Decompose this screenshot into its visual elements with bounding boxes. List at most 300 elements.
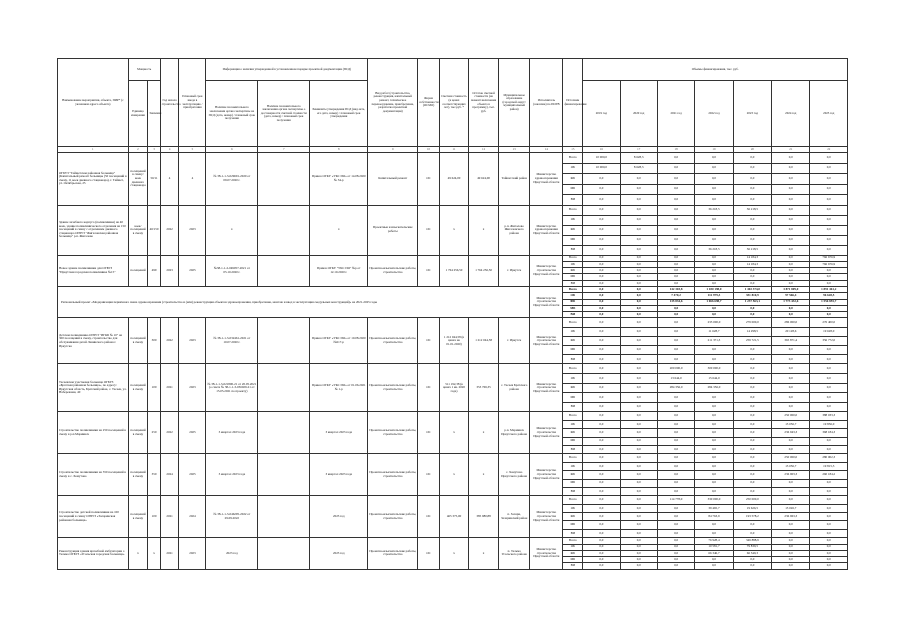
funding-value: 0,0: [657, 538, 694, 544]
project-work-type: Проектно-изыскательские работы, строительство: [368, 318, 418, 364]
funding-value: 0,0: [583, 215, 620, 225]
funding-value: 0,0: [657, 312, 694, 318]
funding-value: 0,0: [733, 563, 771, 569]
funding-value: 349 888,9: [733, 538, 771, 544]
column-number: 18: [657, 147, 694, 153]
project-ownership: ОС: [418, 412, 440, 454]
funding-value: 0,0: [620, 462, 657, 470]
project-end-year: 2023: [179, 364, 206, 412]
funding-value: 0,0: [620, 312, 657, 318]
funding-value: 0,0: [772, 445, 810, 453]
funding-source-label: МБ: [563, 557, 583, 563]
funding-value: 0,0: [772, 274, 810, 280]
table-row: [58, 454, 848, 462]
funding-value: 0,0: [772, 544, 810, 550]
funding-value: 0,0: [657, 557, 694, 563]
project-estimated-cost: 465 375,00: [439, 496, 468, 538]
funding-value: 1 773 432,6: [772, 299, 810, 305]
funding-value: 0,0: [620, 293, 657, 299]
funding-source-label: ОБ: [563, 374, 583, 384]
project-executor: Министерство строительства Иркутской области: [530, 538, 563, 569]
funding-value: 0,0: [733, 312, 771, 318]
funding-value: 0,0: [810, 215, 848, 225]
funding-value: 0,0: [583, 299, 620, 305]
funding-value: 36 218,5: [695, 205, 733, 215]
col-name-header: Наименование мероприятия, объекта, ПИР* (с указанием адреса объекта): [58, 59, 129, 147]
column-number: 2: [128, 147, 148, 153]
table-row: [58, 496, 848, 504]
funding-value: 10 000,0: [583, 163, 620, 174]
funding-value: 0,0: [695, 412, 733, 420]
funding-value: 284 356,0: [695, 383, 733, 393]
funding-value: 0,0: [733, 215, 771, 225]
project-start-year: 2021: [160, 538, 179, 569]
funding-source-label: Всего: [563, 153, 583, 164]
funding-value: 0,0: [810, 174, 848, 185]
funding-value: 0,0: [583, 174, 620, 185]
funding-value: 0,0: [620, 346, 657, 355]
funding-source-label: МБ: [563, 393, 583, 403]
funding-value: 0,0: [695, 215, 733, 225]
funding-value: 260 184,2: [810, 471, 848, 479]
funding-value: 0,0: [657, 195, 694, 206]
project-name: Строительство поликлиники на 250 посещений в смену в р.п.Мариинск: [58, 412, 129, 454]
funding-source-label: ФБ: [563, 174, 583, 185]
funding-value: 286 000,0: [772, 318, 810, 327]
project-expertise: х: [206, 205, 258, 255]
funding-value: 0,0: [657, 504, 694, 512]
funding-value: 0,0: [733, 462, 771, 470]
project-municipality: п. Залари, Заларинский район: [499, 496, 530, 538]
project-start-year: 2021: [160, 364, 179, 412]
funding-value: 0,0: [583, 293, 620, 299]
funding-value: 0,0: [810, 393, 848, 403]
funding-value: 0,0: [657, 174, 694, 185]
funding-source-label: ФБ: [563, 268, 583, 274]
project-unit: коек/посещений в смену: [128, 205, 148, 255]
funding-value: 0,0: [772, 393, 810, 403]
funding-source-label: ФБ: [563, 383, 583, 393]
project-name: Реконструкция здания врачебной амбулатории с. Тельма ОГБУЗ «Усольская городская больница»: [58, 538, 129, 569]
project-start-year: 2021: [160, 496, 179, 538]
project-unit: посещений: [128, 255, 148, 286]
project-remaining-cost: 1 764 256,50: [469, 255, 499, 286]
funding-value: 14 298,5: [733, 327, 771, 336]
column-number: 15: [563, 147, 583, 153]
funding-value: 0,0: [772, 261, 810, 267]
funding-value: 19 626,5: [733, 504, 771, 512]
funding-value: 0,0: [583, 412, 620, 420]
funding-value: 66 346,7: [695, 550, 733, 556]
funding-source-label: ФБ: [563, 471, 583, 479]
col-expert2-header: Наличие положительного заключения органа экспертизы о достоверности сметной стоимости (дата, номер) / плановый срок получения: [258, 81, 310, 147]
project-estimate-expertise: [258, 454, 310, 496]
funding-source-label: Всего: [563, 318, 583, 327]
funding-value: 0,0: [695, 235, 733, 245]
funding-value: 0,0: [810, 437, 848, 445]
funding-value: 1 402 374,0: [733, 286, 771, 292]
funding-value: 0,0: [583, 393, 620, 403]
funding-value: 0,0: [733, 235, 771, 245]
funding-value: 0,0: [733, 445, 771, 453]
financing-header: Объемы финансирования, тыс. руб.: [583, 59, 848, 81]
funding-value: 0,0: [620, 393, 657, 403]
funding-value: 0,0: [620, 215, 657, 225]
funding-value: 0,0: [583, 286, 620, 292]
funding-value: 0,0: [810, 383, 848, 393]
project-expertise: 3 квартал 2023 года: [206, 454, 258, 496]
funding-value: 0,0: [810, 346, 848, 355]
funding-value: 0,0: [657, 445, 694, 453]
project-remaining-cost: х: [469, 205, 499, 255]
funding-value: 0,0: [583, 374, 620, 384]
funding-value: 1 066 698,7: [695, 299, 733, 305]
project-executor: Министерство строительства Иркутской области: [530, 364, 563, 412]
funding-value: 0,0: [772, 383, 810, 393]
funding-value: 300 000,0: [695, 364, 733, 374]
funding-value: 0,0: [583, 280, 620, 286]
funding-source-label: ОБ: [563, 293, 583, 299]
funding-value: 0,0: [583, 550, 620, 556]
column-number: 10: [418, 147, 440, 153]
funding-source-label: ВИ: [563, 355, 583, 364]
funding-value: 0,0: [772, 374, 810, 384]
funding-value: 0,0: [583, 544, 620, 550]
funding-source-label: Всего: [563, 364, 583, 374]
funding-value: 0,0: [810, 245, 848, 255]
funding-value: 0,0: [695, 261, 733, 267]
funding-value: 13 026,7: [772, 504, 810, 512]
funding-value: 36 218,5: [733, 245, 771, 255]
project-capacity: 40/150: [148, 205, 160, 255]
funding-value: 0,0: [657, 153, 694, 164]
funding-value: 0,0: [620, 563, 657, 569]
project-municipality: г. Иркутск: [499, 318, 530, 364]
funding-value: 0,0: [583, 268, 620, 274]
funding-value: 66 349,3: [733, 550, 771, 556]
col-mo-header: Муниципальное образование (городской округ/муниципальный район): [499, 59, 530, 147]
funding-value: 0,0: [733, 412, 771, 420]
funding-value: 0,0: [810, 544, 848, 550]
funding-value: 0,0: [695, 521, 733, 529]
funding-value: 0,0: [620, 420, 657, 428]
project-end-year: 2023: [179, 318, 206, 364]
project-work-type: Проектно-изыскательские работы, строительство: [368, 255, 418, 286]
funding-source-label: Всего: [563, 205, 583, 215]
funding-value: 0,0: [733, 529, 771, 537]
funding-value: 0,0: [810, 550, 848, 556]
funding-value: 15 644,0: [695, 374, 733, 384]
funding-value: 0,0: [583, 235, 620, 245]
funding-value: 0,0: [772, 225, 810, 235]
regional-project-title: Региональный проект «Модернизация первичного звена здравоохранения (строительство и (или) реконструкция объектов здравоохранения, приобретение, монтаж и ввод в эксплуатацию модульных конструкций)» на 2021-2025 годы: [58, 286, 530, 317]
funding-value: 211 371,3: [695, 336, 733, 345]
project-executor: Министерство строительства Иркутской области: [530, 255, 563, 286]
funding-value: 0,0: [733, 364, 771, 374]
funding-value: 0,0: [620, 538, 657, 544]
funding-source-label: ВИ: [563, 245, 583, 255]
project-name: Тасеевская участковая больница ОГБУЗ «Братская районная больница», по адресу: Иркутская область, Братский район, с. Тасеев, ул. Набережная, 40: [58, 364, 129, 412]
funding-value: 0,0: [620, 268, 657, 274]
project-capacity: 499: [148, 255, 160, 286]
funding-value: 0,0: [810, 479, 848, 487]
funding-value: 0,0: [772, 487, 810, 495]
funding-value: 0,0: [657, 225, 694, 235]
column-number: 17: [620, 147, 657, 153]
funding-value: 0,0: [695, 184, 733, 195]
funding-value: 0,0: [583, 312, 620, 318]
funding-value: 0,0: [695, 312, 733, 318]
funding-source-label: ВИ: [563, 563, 583, 569]
funding-value: 0,0: [810, 355, 848, 364]
funding-value: 0,0: [695, 393, 733, 403]
funding-source-label: ОБ: [563, 261, 583, 267]
project-municipality: р.п. Жигалово Жигаловского района: [499, 205, 530, 255]
project-start-year: 2022: [160, 412, 179, 454]
funding-value: 0,0: [695, 255, 733, 261]
funding-value: 0,0: [620, 299, 657, 305]
project-name: Детская поликлиника ОГБУЗ "ИГКБ № 10" на 300 посещений в смену, строительство для обслуживания детей Ленинского района г. Иркутска: [58, 318, 129, 364]
project-end-year: 4: [179, 153, 206, 206]
funding-value: 0,0: [772, 529, 810, 537]
funding-value: 7 470,2: [657, 293, 694, 299]
funding-value: 0,0: [583, 318, 620, 327]
funding-value: 236 963,3: [772, 513, 810, 521]
column-number: 7: [258, 147, 310, 153]
project-estimated-cost: х: [439, 538, 468, 569]
funding-value: 10 000,0: [583, 153, 620, 164]
funding-value: 284 356,0: [657, 383, 694, 393]
funding-value: 0,0: [695, 355, 733, 364]
funding-value: 0,0: [657, 261, 694, 267]
project-municipality: Тайшетский район: [499, 153, 530, 206]
funding-source-label: ФБ: [563, 336, 583, 345]
funding-value: 0,0: [695, 557, 733, 563]
funding-value: 0,0: [583, 538, 620, 544]
funding-source-label: ВИ: [563, 280, 583, 286]
project-capacity: х: [148, 538, 160, 569]
funding-value: 0,0: [620, 225, 657, 235]
funding-value: 0,0: [695, 280, 733, 286]
funding-value: 0,0: [733, 557, 771, 563]
funding-source-label: ВИ: [563, 445, 583, 453]
funding-value: 0,0: [733, 521, 771, 529]
column-number: 3: [148, 147, 160, 153]
funding-value: 0,0: [657, 479, 694, 487]
project-estimate-expertise: [258, 538, 310, 569]
funding-value: 19 815,3: [810, 462, 848, 470]
year-2022-header: 2022 год: [695, 81, 733, 147]
funding-value: 0,0: [733, 274, 771, 280]
project-expertise: 2023 год: [206, 538, 258, 569]
funding-value: 193 578,2: [733, 513, 771, 521]
funding-source-label: МБ: [563, 305, 583, 311]
col-exec-header: Исполнитель (заказчик) по ИОГВ: [530, 59, 563, 147]
funding-value: 0,0: [620, 383, 657, 393]
column-number: 21: [772, 147, 810, 153]
funding-value: 0,0: [620, 513, 657, 521]
funding-value: 0,0: [620, 305, 657, 311]
funding-value: 0,0: [583, 496, 620, 504]
funding-value: 0,0: [583, 437, 620, 445]
funding-source-label: ВИ: [563, 487, 583, 495]
funding-value: 0,0: [620, 487, 657, 495]
funding-value: 0,0: [657, 163, 694, 174]
funding-value: 236 903,3: [772, 471, 810, 479]
funding-value: 388 033,3: [810, 412, 848, 420]
project-executor: Министерство здравоохранения Иркутской области: [530, 153, 563, 206]
funding-value: 0,0: [695, 174, 733, 185]
funding-value: 0,0: [772, 557, 810, 563]
funding-value: 0,0: [583, 336, 620, 345]
funding-value: 0,0: [733, 454, 771, 462]
column-number: 5: [179, 147, 206, 153]
funding-value: 0,0: [657, 471, 694, 479]
funding-value: 0,0: [810, 529, 848, 537]
funding-value: 0,0: [620, 521, 657, 529]
funding-value: 0,0: [620, 429, 657, 437]
funding-value: 0,0: [695, 529, 733, 537]
funding-value: 0,0: [583, 355, 620, 364]
funding-value: 0,0: [810, 225, 848, 235]
funding-value: 0,0: [620, 504, 657, 512]
funding-value: 112 979,3: [695, 293, 733, 299]
funding-value: 0,0: [810, 374, 848, 384]
funding-value: 84 763,9: [695, 513, 733, 521]
funding-value: 200 000,0: [657, 364, 694, 374]
funding-value: 135 834,6: [657, 299, 694, 305]
funding-value: 0,0: [657, 462, 694, 470]
funding-value: 0,0: [620, 544, 657, 550]
funding-source-label: ВИ: [563, 529, 583, 537]
funding-value: 0,0: [620, 479, 657, 487]
funding-value: 0,0: [583, 305, 620, 311]
funding-value: 250 000,0: [733, 496, 771, 504]
funding-value: 14 184,3: [733, 261, 771, 267]
funding-value: 0,0: [810, 184, 848, 195]
funding-value: 250 000,0: [772, 454, 810, 462]
project-name: Строительство поликлиники на 350 посещений в смену в с. Хомутово: [58, 454, 129, 496]
funding-value: 0,0: [733, 355, 771, 364]
project-capacity: 300: [148, 318, 160, 364]
funding-value: 0,0: [695, 454, 733, 462]
project-capacity: 100: [148, 364, 160, 412]
funding-source-label: ВИ: [563, 312, 583, 318]
funding-value: 19 628,0: [810, 327, 848, 336]
funding-value: 0,0: [695, 402, 733, 412]
project-municipality: с. Тасеев Братского района: [499, 364, 530, 412]
col-psd-header: Реквизиты утверждения ПСД (вид акта, его дата, номер) / плановый срок утверждения: [310, 81, 368, 147]
funding-value: 233 000,0: [695, 318, 733, 327]
funding-value: 0,0: [657, 393, 694, 403]
project-remaining-cost: 353 769,35: [469, 364, 499, 412]
col-unit-header: Единица измерения: [128, 81, 148, 147]
project-estimated-cost: 49 624,00: [439, 153, 468, 206]
column-number: 14: [530, 147, 563, 153]
funding-value: 36 218,5: [695, 245, 733, 255]
funding-value: 0,0: [772, 402, 810, 412]
funding-value: 0,0: [695, 153, 733, 164]
project-estimate-expertise: [258, 496, 310, 538]
funding-value: 0,0: [695, 195, 733, 206]
project-ownership: ОС: [418, 153, 440, 206]
funding-value: 0,0: [583, 184, 620, 195]
project-estimate-expertise: [258, 412, 310, 454]
year-2024-header: 2024 год: [772, 81, 810, 147]
project-end-year: 2024: [179, 496, 206, 538]
project-work-type: Проектно-изыскательские работы, строительство: [368, 412, 418, 454]
project-executor: Министерство строительства Иркутской области: [530, 454, 563, 496]
funding-value: 1 556 855,7: [810, 299, 848, 305]
funding-value: 0,0: [772, 479, 810, 487]
project-expertise: 3 квартал 2023 года: [206, 412, 258, 454]
funding-value: 0,0: [733, 374, 771, 384]
funding-value: 0,0: [657, 274, 694, 280]
project-estimate-expertise: [258, 364, 310, 412]
funding-value: 0,0: [772, 538, 810, 544]
funding-value: 0,0: [733, 402, 771, 412]
funding-value: 0,0: [733, 174, 771, 185]
funding-source-label: Всего: [563, 412, 583, 420]
funding-value: 0,0: [772, 563, 810, 569]
column-number: 11: [439, 147, 468, 153]
funding-value: 39 465,7: [695, 504, 733, 512]
year-2020-header: 2020 год: [620, 81, 657, 147]
funding-value: 0,0: [657, 521, 694, 529]
funding-value: 0,0: [583, 504, 620, 512]
project-ownership: ОС: [418, 364, 440, 412]
psd-info-header: Информация о наличии утвержденной в установленном порядке проектной документации (ПСД): [206, 59, 368, 81]
funding-value: 0,0: [695, 274, 733, 280]
column-number: 19: [695, 147, 733, 153]
funding-value: 0,0: [695, 563, 733, 569]
funding-value: 0,0: [695, 437, 733, 445]
funding-source-label: ОБ: [563, 215, 583, 225]
funding-value: 766 676,9: [810, 255, 848, 261]
funding-value: 0,0: [695, 445, 733, 453]
funding-value: 0,0: [583, 462, 620, 470]
funding-value: 0,0: [733, 184, 771, 195]
funding-value: 1 237 563,1: [733, 299, 771, 305]
funding-value: 0,0: [657, 529, 694, 537]
funding-value: 0,0: [620, 274, 657, 280]
funding-value: 0,0: [583, 402, 620, 412]
funding-value: 0,0: [583, 529, 620, 537]
funding-value: 0,0: [583, 255, 620, 261]
section-executor: Министерство строительства Иркутской области: [530, 286, 563, 317]
funding-value: 280 002,3: [810, 454, 848, 462]
funding-value: 0,0: [657, 437, 694, 445]
funding-value: 0,0: [583, 471, 620, 479]
funding-value: 0,0: [657, 346, 694, 355]
project-capacity: 100: [148, 496, 160, 538]
project-expertise: № 38-1-1-3-021800-21 от 20.05.2021 (о смете № 38-1-1-3-036029-21 от 15.05.2021 по проекту): [206, 364, 258, 412]
funding-value: 0,0: [583, 563, 620, 569]
year-2025-header: 2025 год: [810, 81, 848, 147]
project-estimate-expertise: [258, 205, 310, 255]
project-start-year: 2022: [160, 318, 179, 364]
funding-value: 0,0: [810, 153, 848, 164]
funding-value: 0,0: [772, 364, 810, 374]
project-psd-approval: Приказ ОГКУ "УКС ИО" №р от 12.10.2020 г.: [310, 255, 368, 286]
funding-source-label: МБ: [563, 437, 583, 445]
project-ownership: ОС: [418, 318, 440, 364]
funding-value: 0,0: [772, 496, 810, 504]
project-start-year: 2023: [160, 255, 179, 286]
project-remaining-cost: 1 212 044,58: [469, 318, 499, 364]
funding-value: 0,0: [657, 429, 694, 437]
funding-value: 0,0: [733, 393, 771, 403]
